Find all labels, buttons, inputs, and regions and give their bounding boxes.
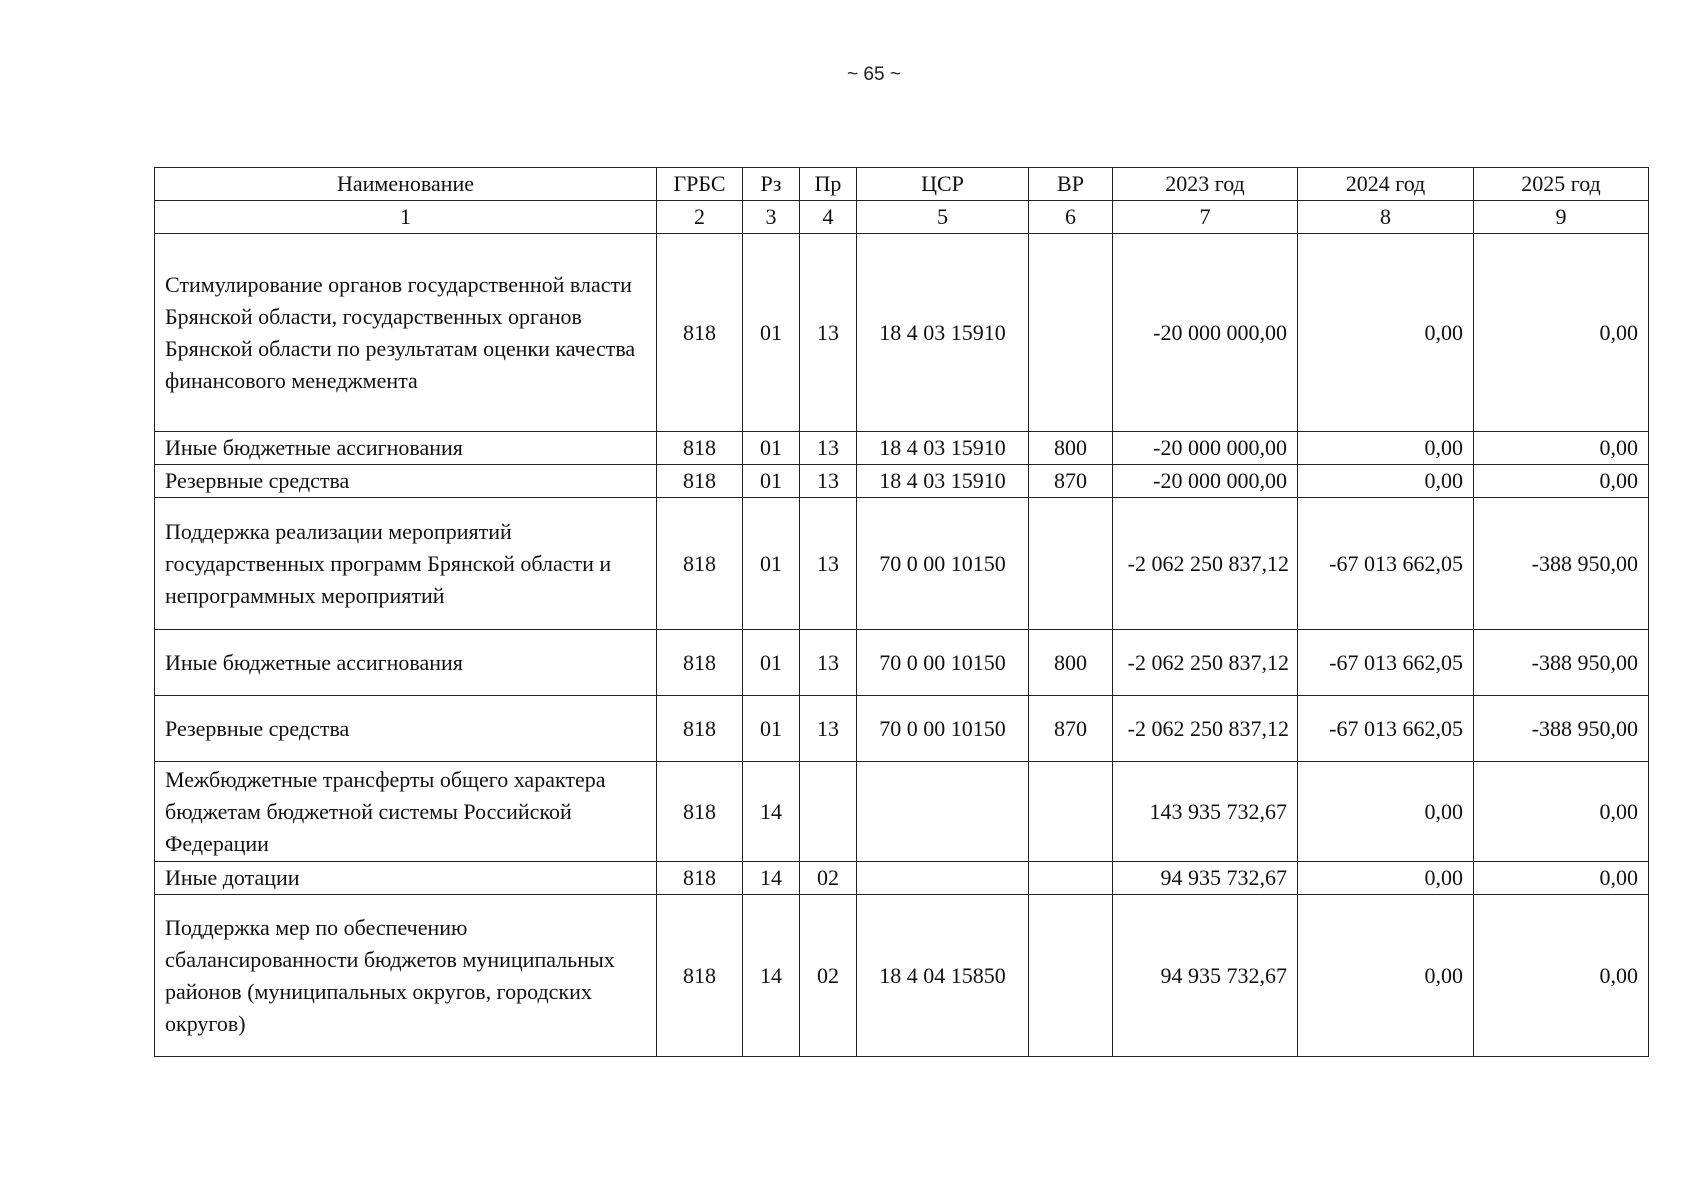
budget-table	[154, 167, 1649, 1057]
row-2024: 0,00	[1298, 895, 1474, 1057]
row-csr: 18 4 03 15910	[857, 432, 1029, 465]
column-number: 3	[743, 201, 800, 234]
row-2025: 0,00	[1474, 895, 1649, 1057]
column-header-2024: 2024 год	[1298, 168, 1474, 201]
column-number: 5	[857, 201, 1029, 234]
row-csr: 70 0 00 10150	[857, 696, 1029, 762]
table-row	[155, 895, 1649, 1057]
column-number-row	[155, 201, 1649, 234]
row-csr	[857, 862, 1029, 895]
column-header-pr: Пр	[800, 168, 857, 201]
row-pr: 13	[800, 432, 857, 465]
row-vr: 870	[1029, 696, 1113, 762]
row-rz: 14	[743, 762, 800, 862]
table-row	[155, 762, 1649, 862]
row-name: Межбюджетные трансферты общего характера бюджетам бюджетной системы Российской Федерации	[155, 762, 657, 862]
row-2023: -20 000 000,00	[1113, 465, 1298, 498]
table-row	[155, 862, 1649, 895]
row-csr: 18 4 04 15850	[857, 895, 1029, 1057]
table-row	[155, 234, 1649, 432]
row-pr: 13	[800, 630, 857, 696]
row-2024: -67 013 662,05	[1298, 498, 1474, 630]
table-row	[155, 696, 1649, 762]
row-2025: -388 950,00	[1474, 630, 1649, 696]
row-name: Резервные средства	[155, 465, 657, 498]
row-vr	[1029, 762, 1113, 862]
row-2023: -2 062 250 837,12	[1113, 630, 1298, 696]
row-grbs: 818	[657, 432, 743, 465]
row-2024: -67 013 662,05	[1298, 630, 1474, 696]
row-pr: 13	[800, 696, 857, 762]
table-row	[155, 498, 1649, 630]
row-csr	[857, 762, 1029, 862]
row-name: Поддержка мер по обеспечению сбалансированности бюджетов муниципальных районов (муниципальных округов, городских округов)	[155, 895, 657, 1057]
row-pr	[800, 762, 857, 862]
row-grbs: 818	[657, 762, 743, 862]
row-rz: 01	[743, 696, 800, 762]
column-number: 4	[800, 201, 857, 234]
row-pr: 13	[800, 234, 857, 432]
row-csr: 18 4 03 15910	[857, 234, 1029, 432]
row-rz: 01	[743, 498, 800, 630]
row-vr: 800	[1029, 630, 1113, 696]
row-2023: -2 062 250 837,12	[1113, 498, 1298, 630]
row-csr: 70 0 00 10150	[857, 498, 1029, 630]
row-2024: 0,00	[1298, 762, 1474, 862]
row-2023: 143 935 732,67	[1113, 762, 1298, 862]
row-2023: 94 935 732,67	[1113, 895, 1298, 1057]
column-header-csr: ЦСР	[857, 168, 1029, 201]
row-2023: -20 000 000,00	[1113, 234, 1298, 432]
column-number: 9	[1474, 201, 1649, 234]
row-rz: 14	[743, 862, 800, 895]
row-rz: 01	[743, 234, 800, 432]
row-rz: 01	[743, 630, 800, 696]
row-2025: 0,00	[1474, 762, 1649, 862]
row-csr: 18 4 03 15910	[857, 465, 1029, 498]
row-2024: 0,00	[1298, 862, 1474, 895]
column-header-2025: 2025 год	[1474, 168, 1649, 201]
row-2025: 0,00	[1474, 432, 1649, 465]
row-name: Иные бюджетные ассигнования	[155, 630, 657, 696]
column-number: 8	[1298, 201, 1474, 234]
column-number: 1	[155, 201, 657, 234]
row-name: Поддержка реализации мероприятий государственных программ Брянской области и непрограммных мероприятий	[155, 498, 657, 630]
row-vr	[1029, 498, 1113, 630]
table-row	[155, 432, 1649, 465]
row-2024: 0,00	[1298, 234, 1474, 432]
column-header-name: Наименование	[155, 168, 657, 201]
header-row	[155, 168, 1649, 201]
row-2024: 0,00	[1298, 465, 1474, 498]
row-grbs: 818	[657, 234, 743, 432]
column-header-vr: ВР	[1029, 168, 1113, 201]
column-header-rz: Рз	[743, 168, 800, 201]
row-2023: 94 935 732,67	[1113, 862, 1298, 895]
row-pr: 13	[800, 498, 857, 630]
row-pr: 13	[800, 465, 857, 498]
row-name: Иные дотации	[155, 862, 657, 895]
row-pr: 02	[800, 862, 857, 895]
row-vr	[1029, 234, 1113, 432]
table-row	[155, 630, 1649, 696]
row-2025: 0,00	[1474, 234, 1649, 432]
row-grbs: 818	[657, 696, 743, 762]
row-2024: -67 013 662,05	[1298, 696, 1474, 762]
row-vr: 800	[1029, 432, 1113, 465]
row-2024: 0,00	[1298, 432, 1474, 465]
page-number: ~ 65 ~	[847, 64, 901, 85]
row-2025: -388 950,00	[1474, 696, 1649, 762]
row-rz: 01	[743, 465, 800, 498]
row-vr: 870	[1029, 465, 1113, 498]
row-vr	[1029, 862, 1113, 895]
column-number: 2	[657, 201, 743, 234]
table-row	[155, 465, 1649, 498]
row-grbs: 818	[657, 498, 743, 630]
column-header-2023: 2023 год	[1113, 168, 1298, 201]
row-grbs: 818	[657, 862, 743, 895]
column-number: 6	[1029, 201, 1113, 234]
row-grbs: 818	[657, 895, 743, 1057]
column-number: 7	[1113, 201, 1298, 234]
row-csr: 70 0 00 10150	[857, 630, 1029, 696]
row-2025: -388 950,00	[1474, 498, 1649, 630]
row-rz: 14	[743, 895, 800, 1057]
row-2025: 0,00	[1474, 465, 1649, 498]
row-grbs: 818	[657, 630, 743, 696]
row-name: Стимулирование органов государственной власти Брянской области, государственных органов Брянской области по результатам оценки качества финансового менеджмента	[155, 234, 657, 432]
row-2023: -2 062 250 837,12	[1113, 696, 1298, 762]
row-name: Резервные средства	[155, 696, 657, 762]
row-name: Иные бюджетные ассигнования	[155, 432, 657, 465]
row-2023: -20 000 000,00	[1113, 432, 1298, 465]
row-grbs: 818	[657, 465, 743, 498]
row-rz: 01	[743, 432, 800, 465]
row-2025: 0,00	[1474, 862, 1649, 895]
row-vr	[1029, 895, 1113, 1057]
column-header-grbs: ГРБС	[657, 168, 743, 201]
row-pr: 02	[800, 895, 857, 1057]
